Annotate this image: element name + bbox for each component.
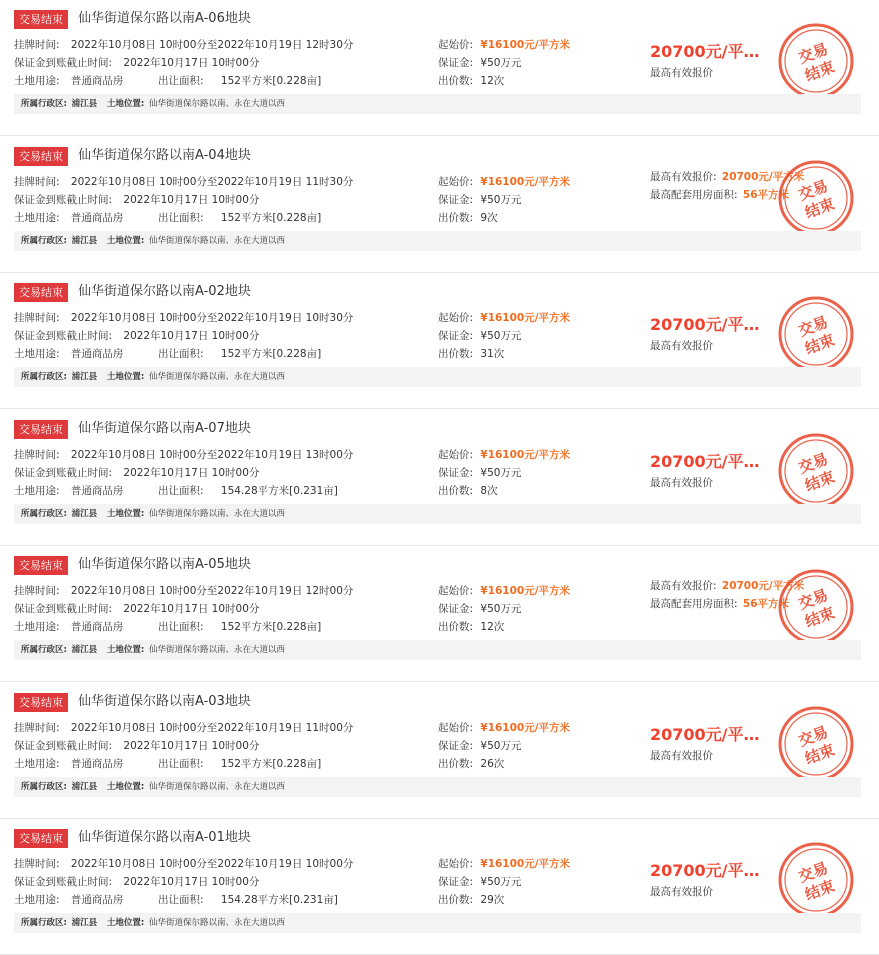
listing-time-row bbox=[14, 721, 353, 735]
best-price-value: 20700元/平… bbox=[650, 724, 760, 744]
location-label: 土地位置: bbox=[106, 645, 145, 655]
bid-count-label: 出价数: bbox=[438, 621, 474, 633]
listing-time-label: 挂牌时间: bbox=[14, 39, 60, 51]
parcel-title-link[interactable]: 仙华街道保尔路以南A-04地块 bbox=[78, 147, 251, 163]
location-value: 仙华街道保尔路以南、永在大道以西 bbox=[148, 918, 285, 928]
start-price-label: 起始价: bbox=[438, 312, 474, 324]
deposit-label: 保证金: bbox=[438, 739, 474, 752]
listing-time-row bbox=[14, 175, 353, 189]
start-price-label: 起始价: bbox=[438, 585, 474, 597]
deposit-row bbox=[438, 739, 521, 753]
auction-card-4[interactable] bbox=[0, 410, 879, 546]
housing-area-label: 最高配套用房面积: bbox=[650, 598, 738, 610]
listing-time-label: 挂牌时间: bbox=[14, 312, 60, 324]
district-value: 浦江县 bbox=[71, 99, 98, 109]
bid-count-label: 出价数: bbox=[438, 75, 474, 87]
transfer-area-value: 152平方米[0.228亩] bbox=[220, 621, 322, 633]
housing-area-line bbox=[650, 597, 789, 611]
land-use-label: 土地用途: bbox=[14, 75, 60, 87]
best-price-value: 20700元/平… bbox=[650, 861, 760, 880]
location-bar bbox=[14, 504, 861, 524]
location-bar bbox=[14, 913, 861, 933]
deposit-deadline-row bbox=[14, 602, 259, 616]
district-label: 所属行政区: bbox=[21, 508, 67, 519]
deposit-label: 保证金: bbox=[438, 57, 474, 69]
parcel-title-link[interactable]: 仙华街道保尔路以南A-01地块 bbox=[78, 830, 251, 845]
transfer-area-value: 154.28平方米[0.231亩] bbox=[220, 484, 338, 497]
best-price-label: 最高有效报价 bbox=[650, 886, 713, 898]
deposit-deadline-label: 保证金到账截止时间: bbox=[14, 330, 113, 342]
best-price-value: 20700元/平… bbox=[650, 42, 760, 61]
deal-closed-stamp-icon bbox=[777, 295, 855, 373]
location-value: 仙华街道保尔路以南、永在大道以西 bbox=[148, 99, 285, 109]
district-value: 浦江县 bbox=[71, 645, 98, 655]
best-price-label: 最高有效报价 bbox=[650, 476, 713, 489]
deposit-row bbox=[438, 329, 521, 343]
listing-time-label: 挂牌时间: bbox=[14, 858, 60, 870]
deposit-deadline-label: 保证金到账截止时间: bbox=[14, 57, 113, 69]
bid-count-row bbox=[438, 484, 498, 498]
land-use-value: 普通商品房 bbox=[70, 894, 124, 906]
deposit-label: 保证金: bbox=[438, 603, 474, 615]
deposit-deadline-row bbox=[14, 56, 259, 70]
transfer-area-value: 152平方米[0.228亩] bbox=[220, 348, 322, 360]
location-value: 仙华街道保尔路以南、永在大道以西 bbox=[148, 372, 285, 382]
deposit-row bbox=[438, 466, 521, 480]
bid-count-row bbox=[438, 211, 498, 225]
housing-area-value: 56平方米 bbox=[742, 598, 790, 610]
start-price-label: 起始价: bbox=[438, 39, 474, 51]
listing-time-row bbox=[14, 584, 353, 598]
bid-count-row bbox=[438, 74, 504, 88]
parcel-title-link[interactable]: 仙华街道保尔路以南A-07地块 bbox=[78, 420, 251, 436]
location-value: 仙华街道保尔路以南、永在大道以西 bbox=[148, 235, 285, 246]
location-bar bbox=[14, 94, 861, 114]
land-use-value: 普通商品房 bbox=[70, 484, 124, 497]
land-use-row bbox=[14, 347, 123, 361]
start-price-value: ¥16100元/平方米 bbox=[480, 721, 571, 734]
start-price-label: 起始价: bbox=[438, 448, 474, 461]
deposit-value: ¥50万元 bbox=[480, 57, 522, 69]
listing-time-row bbox=[14, 857, 353, 871]
start-price-row bbox=[438, 311, 570, 325]
parcel-title-link[interactable]: 仙华街道保尔路以南A-06地块 bbox=[78, 11, 251, 26]
land-use-label: 土地用途: bbox=[14, 621, 60, 633]
listing-time-label: 挂牌时间: bbox=[14, 721, 60, 734]
land-use-value: 普通商品房 bbox=[70, 211, 124, 224]
deposit-deadline-label: 保证金到账截止时间: bbox=[14, 739, 113, 752]
bid-count-value: 31次 bbox=[480, 348, 505, 360]
transfer-area-label: 出让面积: bbox=[158, 348, 204, 360]
deposit-row bbox=[438, 193, 521, 207]
transfer-area-row bbox=[158, 484, 338, 498]
bid-count-label: 出价数: bbox=[438, 348, 474, 360]
deposit-value: ¥50万元 bbox=[480, 739, 522, 752]
location-bar bbox=[14, 777, 861, 797]
svg-text:交易: 交易 bbox=[796, 39, 831, 68]
listing-time-value: 2022年10月08日 10时00分至2022年10月19日 12时00分 bbox=[70, 585, 354, 597]
start-price-row bbox=[438, 584, 570, 598]
deposit-value: ¥50万元 bbox=[480, 466, 522, 479]
transfer-area-row bbox=[158, 757, 321, 771]
listing-time-row bbox=[14, 448, 353, 462]
transfer-area-label: 出让面积: bbox=[158, 894, 204, 906]
transfer-area-label: 出让面积: bbox=[158, 211, 204, 224]
start-price-value: ¥16100元/平方米 bbox=[480, 858, 571, 870]
district-value: 浦江县 bbox=[71, 781, 98, 792]
transfer-area-value: 152平方米[0.228亩] bbox=[220, 757, 322, 770]
bid-count-row bbox=[438, 347, 504, 361]
location-label: 土地位置: bbox=[106, 781, 145, 792]
deposit-deadline-label: 保证金到账截止时间: bbox=[14, 603, 113, 615]
best-price-inline-value: 20700元/平方米 bbox=[721, 170, 805, 183]
bid-count-label: 出价数: bbox=[438, 757, 474, 770]
location-bar bbox=[14, 640, 861, 660]
bid-count-label: 出价数: bbox=[438, 894, 474, 906]
parcel-title-link[interactable]: 仙华街道保尔路以南A-03地块 bbox=[78, 693, 251, 709]
svg-text:交易: 交易 bbox=[796, 858, 831, 887]
transfer-area-row bbox=[158, 74, 321, 88]
transfer-area-value: 152平方米[0.228亩] bbox=[220, 75, 322, 87]
start-price-row bbox=[438, 38, 570, 52]
location-label: 土地位置: bbox=[106, 235, 145, 246]
deal-closed-stamp-icon bbox=[777, 159, 855, 237]
status-badge: 交易结束 bbox=[14, 693, 68, 712]
location-label: 土地位置: bbox=[106, 508, 145, 519]
svg-text:交易: 交易 bbox=[796, 176, 831, 204]
housing-area-value: 56平方米 bbox=[742, 188, 790, 201]
auction-card-1[interactable] bbox=[0, 0, 879, 136]
deposit-deadline-value: 2022年10月17日 10时00分 bbox=[123, 193, 260, 206]
svg-text:结束: 结束 bbox=[802, 57, 837, 85]
deposit-label: 保证金: bbox=[438, 193, 474, 206]
deposit-deadline-value: 2022年10月17日 10时00分 bbox=[123, 876, 260, 888]
deposit-row bbox=[438, 56, 521, 70]
land-use-label: 土地用途: bbox=[14, 484, 60, 497]
bid-count-label: 出价数: bbox=[438, 211, 474, 224]
land-use-label: 土地用途: bbox=[14, 894, 60, 906]
listing-time-row bbox=[14, 311, 353, 325]
start-price-value: ¥16100元/平方米 bbox=[480, 312, 571, 324]
deposit-value: ¥50万元 bbox=[480, 603, 522, 615]
svg-text:交易: 交易 bbox=[796, 449, 831, 477]
district-value: 浦江县 bbox=[71, 508, 98, 519]
land-use-row bbox=[14, 74, 123, 88]
status-badge: 交易结束 bbox=[14, 10, 68, 29]
district-label: 所属行政区: bbox=[21, 99, 67, 109]
housing-area-label: 最高配套用房面积: bbox=[650, 188, 738, 201]
deposit-value: ¥50万元 bbox=[480, 330, 522, 342]
start-price-label: 起始价: bbox=[438, 721, 474, 734]
deposit-deadline-value: 2022年10月17日 10时00分 bbox=[123, 466, 260, 479]
listing-time-value: 2022年10月08日 10时00分至2022年10月19日 10时30分 bbox=[70, 312, 354, 324]
land-use-value: 普通商品房 bbox=[70, 348, 124, 360]
bid-count-row bbox=[438, 620, 504, 634]
best-price-value: 20700元/平… bbox=[650, 451, 760, 471]
svg-text:结束: 结束 bbox=[802, 603, 837, 631]
svg-text:结束: 结束 bbox=[802, 194, 837, 222]
land-use-row bbox=[14, 620, 123, 634]
best-price-label: 最高有效报价 bbox=[650, 340, 713, 352]
auction-card-2[interactable] bbox=[0, 137, 879, 273]
district-label: 所属行政区: bbox=[21, 918, 67, 928]
location-label: 土地位置: bbox=[106, 372, 145, 382]
svg-text:交易: 交易 bbox=[796, 312, 831, 341]
transfer-area-value: 152平方米[0.228亩] bbox=[220, 211, 322, 224]
bid-count-value: 12次 bbox=[480, 75, 505, 87]
district-label: 所属行政区: bbox=[21, 645, 67, 655]
location-value: 仙华街道保尔路以南、永在大道以西 bbox=[148, 645, 285, 655]
deposit-deadline-label: 保证金到账截止时间: bbox=[14, 193, 113, 206]
deposit-deadline-row bbox=[14, 466, 259, 480]
land-use-row bbox=[14, 484, 123, 498]
transfer-area-label: 出让面积: bbox=[158, 484, 204, 497]
housing-area-line bbox=[650, 188, 789, 202]
deal-closed-stamp-icon bbox=[777, 22, 855, 100]
status-badge: 交易结束 bbox=[14, 420, 68, 439]
deposit-label: 保证金: bbox=[438, 876, 474, 888]
svg-text:结束: 结束 bbox=[802, 330, 837, 358]
listing-time-label: 挂牌时间: bbox=[14, 585, 60, 597]
best-price-inline-label: 最高有效报价: bbox=[650, 170, 717, 183]
land-use-value: 普通商品房 bbox=[70, 75, 124, 87]
deal-closed-stamp-icon bbox=[777, 432, 855, 510]
land-use-label: 土地用途: bbox=[14, 211, 60, 224]
transfer-area-row bbox=[158, 347, 321, 361]
transfer-area-row bbox=[158, 620, 321, 634]
bid-count-value: 26次 bbox=[480, 757, 505, 770]
transfer-area-label: 出让面积: bbox=[158, 757, 204, 770]
deposit-deadline-row bbox=[14, 739, 259, 753]
status-badge: 交易结束 bbox=[14, 829, 68, 848]
land-use-row bbox=[14, 893, 123, 907]
listing-time-value: 2022年10月08日 10时00分至2022年10月19日 11时30分 bbox=[70, 175, 354, 188]
location-bar bbox=[14, 231, 861, 251]
bid-count-value: 9次 bbox=[480, 211, 498, 224]
transfer-area-row bbox=[158, 893, 338, 907]
parcel-title-link[interactable]: 仙华街道保尔路以南A-05地块 bbox=[78, 557, 251, 572]
listing-time-value: 2022年10月08日 10时00分至2022年10月19日 12时30分 bbox=[70, 39, 354, 51]
deposit-deadline-value: 2022年10月17日 10时00分 bbox=[123, 330, 260, 342]
location-value: 仙华街道保尔路以南、永在大道以西 bbox=[148, 508, 285, 519]
bid-count-value: 29次 bbox=[480, 894, 505, 906]
listing-time-label: 挂牌时间: bbox=[14, 175, 60, 188]
auction-card-3[interactable] bbox=[0, 273, 879, 409]
deposit-deadline-value: 2022年10月17日 10时00分 bbox=[123, 739, 260, 752]
land-use-value: 普通商品房 bbox=[70, 621, 124, 633]
svg-text:结束: 结束 bbox=[802, 467, 837, 495]
deposit-row bbox=[438, 602, 521, 616]
district-label: 所属行政区: bbox=[21, 781, 67, 792]
deposit-label: 保证金: bbox=[438, 466, 474, 479]
deposit-deadline-value: 2022年10月17日 10时00分 bbox=[123, 603, 260, 615]
transfer-area-value: 154.28平方米[0.231亩] bbox=[220, 894, 338, 906]
status-badge: 交易结束 bbox=[14, 147, 68, 166]
district-value: 浦江县 bbox=[71, 372, 98, 382]
transfer-area-label: 出让面积: bbox=[158, 75, 204, 87]
bid-count-label: 出价数: bbox=[438, 484, 474, 497]
bid-count-value: 12次 bbox=[480, 621, 505, 633]
start-price-row bbox=[438, 175, 570, 189]
district-label: 所属行政区: bbox=[21, 235, 67, 246]
start-price-value: ¥16100元/平方米 bbox=[480, 175, 571, 188]
listing-time-value: 2022年10月08日 10时00分至2022年10月19日 11时00分 bbox=[70, 721, 354, 734]
auction-card-6[interactable] bbox=[0, 683, 879, 819]
best-price-inline-value: 20700元/平方米 bbox=[721, 580, 805, 592]
deposit-deadline-label: 保证金到账截止时间: bbox=[14, 466, 113, 479]
best-price-value: 20700元/平… bbox=[650, 315, 760, 334]
deposit-value: ¥50万元 bbox=[480, 193, 522, 206]
start-price-value: ¥16100元/平方米 bbox=[480, 448, 571, 461]
land-use-row bbox=[14, 211, 123, 225]
auction-card-7[interactable] bbox=[0, 819, 879, 955]
deposit-row bbox=[438, 875, 521, 889]
svg-text:交易: 交易 bbox=[796, 585, 831, 614]
location-label: 土地位置: bbox=[106, 918, 145, 928]
listing-time-value: 2022年10月08日 10时00分至2022年10月19日 10时00分 bbox=[70, 858, 354, 870]
deposit-deadline-value: 2022年10月17日 10时00分 bbox=[123, 57, 260, 69]
listing-time-label: 挂牌时间: bbox=[14, 448, 60, 461]
svg-text:结束: 结束 bbox=[802, 740, 837, 768]
bid-count-value: 8次 bbox=[480, 484, 498, 497]
transfer-area-row bbox=[158, 211, 321, 225]
svg-text:交易: 交易 bbox=[796, 722, 831, 750]
deal-closed-stamp-icon bbox=[777, 841, 855, 919]
start-price-row bbox=[438, 721, 570, 735]
land-use-value: 普通商品房 bbox=[70, 757, 124, 770]
best-price-inline-label: 最高有效报价: bbox=[650, 580, 717, 592]
start-price-label: 起始价: bbox=[438, 858, 474, 870]
deposit-deadline-label: 保证金到账截止时间: bbox=[14, 876, 113, 888]
best-price-label: 最高有效报价 bbox=[650, 749, 713, 762]
bid-count-row bbox=[438, 757, 504, 771]
district-value: 浦江县 bbox=[71, 918, 98, 928]
location-value: 仙华街道保尔路以南、永在大道以西 bbox=[148, 781, 285, 792]
status-badge: 交易结束 bbox=[14, 556, 68, 575]
svg-text:结束: 结束 bbox=[802, 876, 837, 904]
status-badge: 交易结束 bbox=[14, 283, 68, 302]
auction-card-5[interactable] bbox=[0, 546, 879, 682]
district-label: 所属行政区: bbox=[21, 372, 67, 382]
deposit-deadline-row bbox=[14, 329, 259, 343]
land-use-label: 土地用途: bbox=[14, 757, 60, 770]
parcel-title-link[interactable]: 仙华街道保尔路以南A-02地块 bbox=[78, 284, 251, 299]
bid-count-row bbox=[438, 893, 504, 907]
deposit-value: ¥50万元 bbox=[480, 876, 522, 888]
deal-closed-stamp-icon bbox=[777, 705, 855, 783]
transfer-area-label: 出让面积: bbox=[158, 621, 204, 633]
listing-time-value: 2022年10月08日 10时00分至2022年10月19日 13时00分 bbox=[70, 448, 354, 461]
start-price-value: ¥16100元/平方米 bbox=[480, 39, 571, 51]
district-value: 浦江县 bbox=[71, 235, 98, 246]
location-label: 土地位置: bbox=[106, 99, 145, 109]
deposit-deadline-row bbox=[14, 875, 259, 889]
start-price-label: 起始价: bbox=[438, 175, 474, 188]
listing-time-row bbox=[14, 38, 353, 52]
deposit-label: 保证金: bbox=[438, 330, 474, 342]
location-bar bbox=[14, 367, 861, 387]
deal-closed-stamp-icon bbox=[777, 568, 855, 646]
start-price-row bbox=[438, 857, 570, 871]
start-price-row bbox=[438, 448, 570, 462]
land-use-row bbox=[14, 757, 123, 771]
deposit-deadline-row bbox=[14, 193, 259, 207]
start-price-value: ¥16100元/平方米 bbox=[480, 585, 571, 597]
land-use-label: 土地用途: bbox=[14, 348, 60, 360]
best-price-label: 最高有效报价 bbox=[650, 67, 713, 79]
